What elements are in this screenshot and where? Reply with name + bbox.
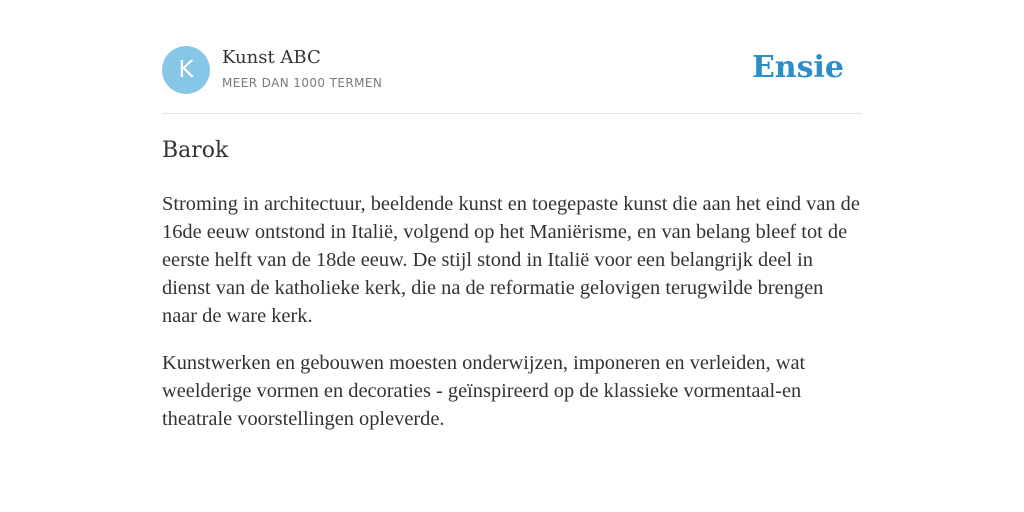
source-term-count: MEER DAN 1000 TERMEN	[222, 76, 383, 90]
definition-paragraph: Stroming in architectuur, beeldende kunst en toegepaste kunst die aan het eind van de 16de eeuw ontstond in Italië, volgend op het Maniërisme, en van belang bleef tot de eerste helft van de 18de eeuw. De stijl stond in Italië voor een belangrijk deel in dienst van de katholieke kerk, die na de reformatie gelovigen terugwilde brengen naar de ware kerk.	[162, 193, 860, 327]
source-avatar[interactable]: K	[162, 46, 210, 94]
ensie-logo[interactable]: Ensie	[751, 50, 844, 85]
source-name[interactable]: Kunst ABC	[222, 47, 321, 68]
header	[162, 46, 862, 114]
definition-paragraph: Kunstwerken en gebouwen moesten onderwijzen, imponeren en verleiden, wat weelderige vormen en decoraties - geïnspireerd op de klassieke vormentaal-en theatrale voorstellingen opleverde.	[162, 352, 806, 430]
definition-text	[162, 190, 862, 452]
term-title: Barok	[162, 138, 229, 163]
